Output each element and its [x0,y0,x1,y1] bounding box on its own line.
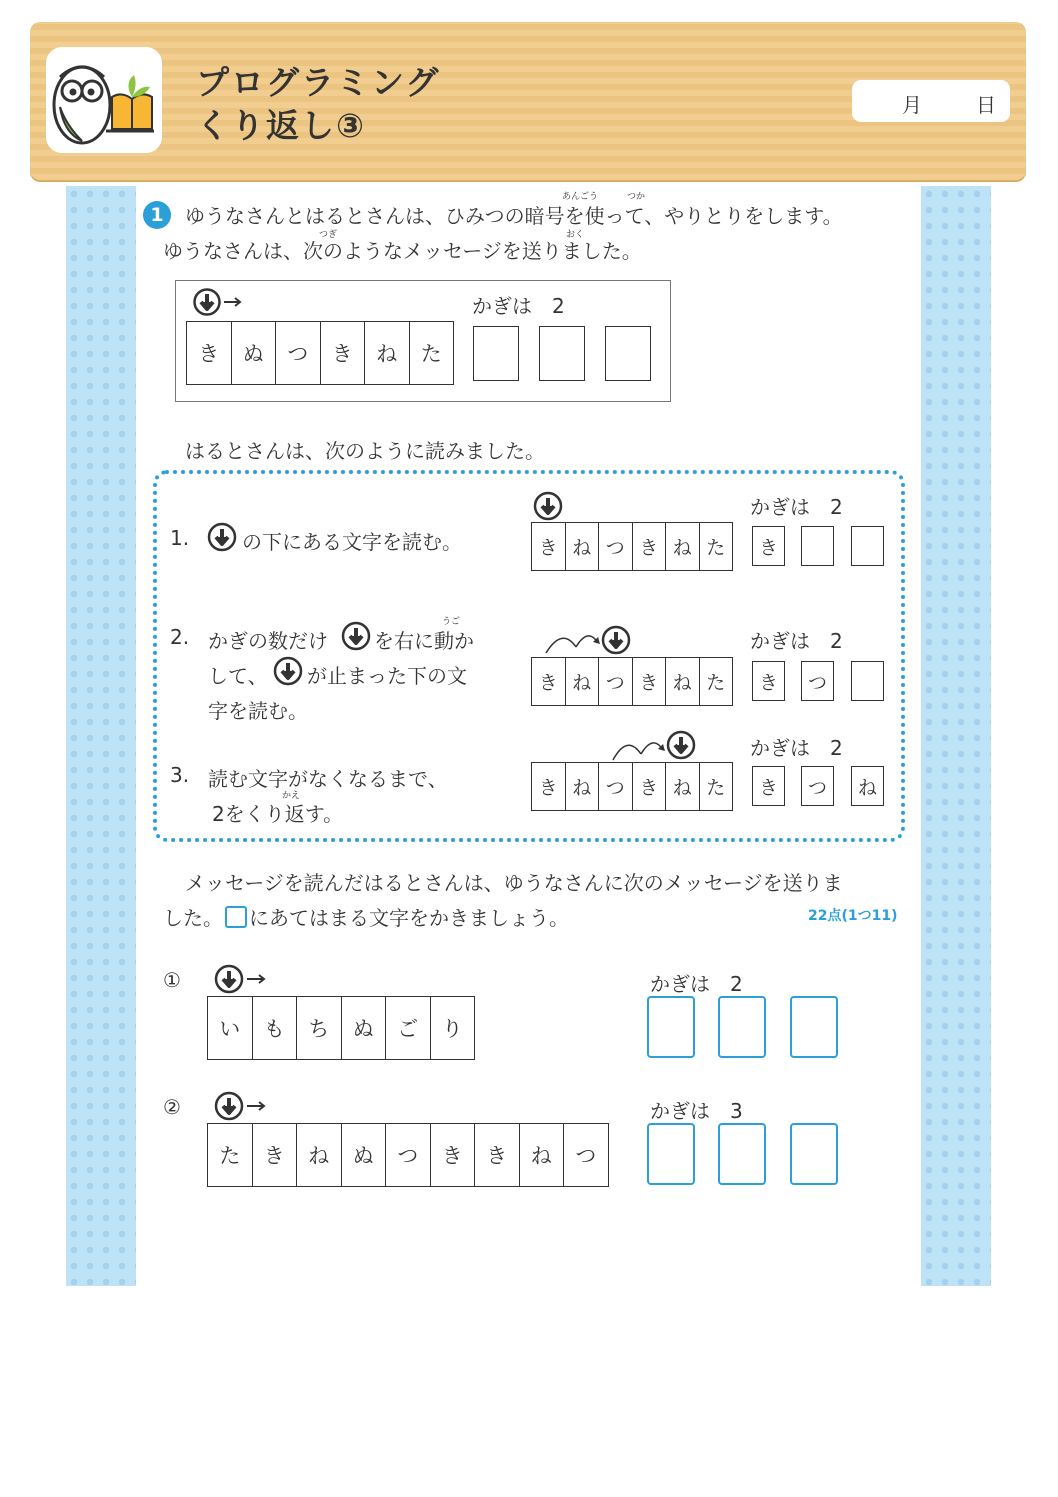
grid-cell: き [532,763,566,810]
sub2-label: ② [163,1095,181,1119]
page-title-line1: プログラミング [196,63,441,102]
step1-text: の下にある文字を読む。 [242,530,462,554]
hop-arc-icon [540,623,635,657]
grid-cell: ね [365,322,410,384]
grid-cell: つ [599,763,633,810]
reading-intro: はるとさんは、次のように読みました。 [185,439,545,463]
grid-cell: ね [666,658,700,705]
step3-answer-box: き [752,766,785,806]
grid-cell: い [208,997,253,1059]
sub1-label: ① [163,968,181,992]
grid-cell: ね [566,763,600,810]
sub2-answer-box[interactable] [718,1123,766,1185]
step2-text-d: が止まった下の文 [307,664,467,688]
blank-box-icon [225,906,247,928]
down-arrow-circle-icon [193,288,253,316]
grid-cell: き [253,1124,298,1186]
owl-book-logo-icon [46,47,162,153]
step2-text-c: して、 [208,664,268,688]
sub2-char-grid [207,1123,609,1187]
step2-answer-box: つ [801,661,834,701]
down-arrow-circle-icon [273,656,303,686]
ruby-oku: おく [566,230,585,240]
sub1-char-grid [207,996,475,1060]
step2-answer-box [851,661,884,701]
page-title-line2: くり返し③ [196,106,366,145]
step3-answer-box: つ [801,766,834,806]
step1-key: かぎは 2 [750,495,843,519]
ruby-tsuka: つか [627,192,646,202]
grid-cell: き [475,1124,520,1186]
down-arrow-circle-icon [214,1091,274,1121]
instruction-line2-b: にあてはまる文字をかきましょう。 [249,906,569,930]
step3-text-a: 読む文字がなくなるまで、 [208,767,448,791]
sub1-answer-box[interactable] [718,996,766,1058]
step1-answer-box [851,526,884,566]
ruby-kae: かえ [282,791,301,801]
grid-cell: た [410,322,455,384]
instruction-line1: メッセージを読んだはるとさんは、ゆうなさんに次のメッセージを送りま [185,871,843,895]
step2-answer-box: き [752,661,785,701]
sub1-key: かぎは 2 [650,972,743,996]
step1-answer-box [801,526,834,566]
example-answer-box [539,326,585,381]
grid-cell: ね [666,763,700,810]
grid-cell: き [187,322,232,384]
ruby-ugo: うご [442,617,461,627]
grid-cell: き [431,1124,476,1186]
down-arrow-circle-icon [341,621,371,651]
step3-text-b: 2をくり返す。 [212,802,344,826]
step2-text-b: を右に動か [374,629,474,653]
question-number-badge: 1 [143,201,171,229]
step2-text-a: かぎの数だけ [208,629,328,653]
ruby-tsugi: つぎ [319,230,338,240]
intro-line1: ゆうなさんとはるとさんは、ひみつの暗号を使って、やりとりをします。 [185,204,843,228]
grid-cell: き [321,322,366,384]
example-char-grid [186,321,454,385]
down-arrow-circle-icon [207,522,237,552]
sub2-key: かぎは 3 [650,1099,743,1123]
grid-cell: き [532,658,566,705]
grid-cell: ぬ [342,1124,387,1186]
grid-cell: ね [520,1124,565,1186]
sub1-answer-box[interactable] [790,996,838,1058]
step2-text-e: 字を読む。 [208,699,308,723]
step3-key: かぎは 2 [750,736,843,760]
step3-answer-box: ね [851,766,884,806]
grid-cell: ご [386,997,431,1059]
grid-cell: も [253,997,298,1059]
date-field[interactable] [852,80,1010,122]
grid-cell: つ [599,523,633,570]
step1-answer-box: き [752,526,785,566]
grid-cell: た [700,658,734,705]
grid-cell: ぬ [232,322,277,384]
grid-cell: ち [297,997,342,1059]
grid-cell: き [532,523,566,570]
grid-cell: た [700,763,734,810]
grid-cell: つ [564,1124,609,1186]
step2-key: かぎは 2 [750,629,843,653]
grid-cell: き [633,658,667,705]
grid-cell: つ [276,322,321,384]
intro-line2: ゆうなさんは、次のようなメッセージを送りました。 [163,239,642,263]
grid-cell: ね [666,523,700,570]
step2-char-grid [531,657,733,706]
grid-cell: た [208,1124,253,1186]
grid-cell: り [431,997,476,1059]
grid-cell: ぬ [342,997,387,1059]
left-dotted-border [66,186,136,1286]
down-arrow-circle-icon [214,964,274,994]
down-arrow-circle-icon [533,491,563,521]
grid-cell: き [633,523,667,570]
example-key-label: かぎは 2 [472,294,565,318]
step3-char-grid [531,762,733,811]
example-answer-box [605,326,651,381]
hop-arc-icon [605,730,700,764]
sub1-answer-box[interactable] [647,996,695,1058]
grid-cell: き [633,763,667,810]
ruby-ango: あんごう [562,192,599,202]
grid-cell: た [700,523,734,570]
example-answer-box [473,326,519,381]
grid-cell: つ [386,1124,431,1186]
grid-cell: ね [566,523,600,570]
step1-number: 1. [170,526,190,550]
month-label: 月 [902,93,922,117]
instruction-line2-a: した。 [163,906,223,930]
points-label: 22点(1つ11) [808,908,898,924]
day-label: 日 [976,93,996,117]
grid-cell: ね [297,1124,342,1186]
grid-cell: ね [566,658,600,705]
grid-cell: つ [599,658,633,705]
instruction-line2 [163,902,569,931]
step1-char-grid [531,522,733,571]
sub2-answer-box[interactable] [647,1123,695,1185]
sub2-answer-box[interactable] [790,1123,838,1185]
step2-number: 2. [170,625,190,649]
step3-number: 3. [170,763,190,787]
right-dotted-border [921,186,991,1286]
